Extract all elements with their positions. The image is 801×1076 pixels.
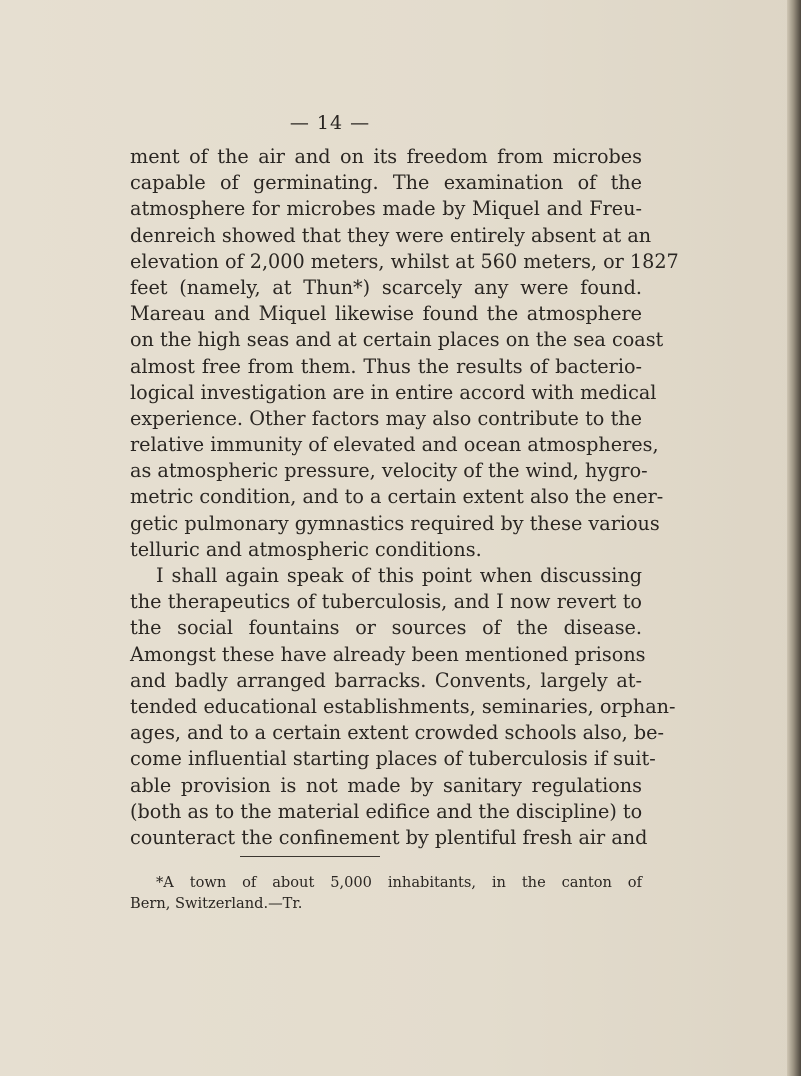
text-line: telluric and atmospheric conditions. <box>130 537 482 561</box>
footnote <box>130 872 642 914</box>
footnote-line: Bern, Switzerland.—Tr. <box>130 895 303 912</box>
text-line: ages, and to a certain extent crowded schools also, be- <box>130 721 664 745</box>
body-text <box>130 144 679 851</box>
text-line: as atmospheric pressure, velocity of the wind, hygro- <box>130 459 648 483</box>
text-line: the social fountains or sources of the disease. <box>130 616 642 640</box>
text-line: atmosphere for microbes made by Miquel and Freu- <box>130 197 642 221</box>
text-line: (both as to the material edifice and the discipline) to <box>130 799 643 823</box>
page-number: — 14 — <box>289 112 371 134</box>
footnote-line: *A town of about 5,000 inhabitants, in the canton of <box>156 874 642 891</box>
text-line: Mareau and Miquel likewise found the atmosphere <box>130 302 642 326</box>
text-line: almost free from them. Thus the results of bacterio- <box>130 354 642 378</box>
text-line: able provision is not made by sanitary regulations <box>130 773 642 797</box>
footnote-divider <box>240 856 380 857</box>
text-line: Amongst these have already been mentioned prisons <box>130 642 646 666</box>
text-line: come influential starting places of tuberculosis if suit- <box>130 747 656 771</box>
text-line: feet (namely, at Thun*) scarcely any were found. <box>130 275 642 299</box>
text-line: logical investigation are in entire accord with medical <box>130 380 657 404</box>
text-line: getic pulmonary gymnastics required by these various <box>130 511 660 535</box>
text-line: elevation of 2,000 meters, whilst at 560 meters, or 1827 <box>130 249 679 273</box>
text-line: I shall again speak of this point when discussing <box>156 564 642 587</box>
page-edge-shadow <box>787 0 801 1076</box>
text-line: counteract the confinement by plentiful fresh air and <box>130 825 648 849</box>
text-line: denreich showed that they were entirely absent at an <box>130 223 652 247</box>
text-line: experience. Other factors may also contribute to the <box>130 406 642 430</box>
text-line: relative immunity of elevated and ocean atmospheres, <box>130 433 659 457</box>
text-line: and badly arranged barracks. Convents, largely at- <box>130 668 642 692</box>
text-line: tended educational establishments, seminaries, orphan- <box>130 694 676 718</box>
text-line: the therapeutics of tuberculosis, and I now revert to <box>130 590 642 614</box>
text-line: on the high seas and at certain places on the sea coast <box>130 328 664 352</box>
text-line: capable of germinating. The examination of the <box>130 171 642 195</box>
text-line: ment of the air and on its freedom from microbes <box>130 145 642 168</box>
text-line: metric condition, and to a certain extent also the ener- <box>130 485 664 509</box>
